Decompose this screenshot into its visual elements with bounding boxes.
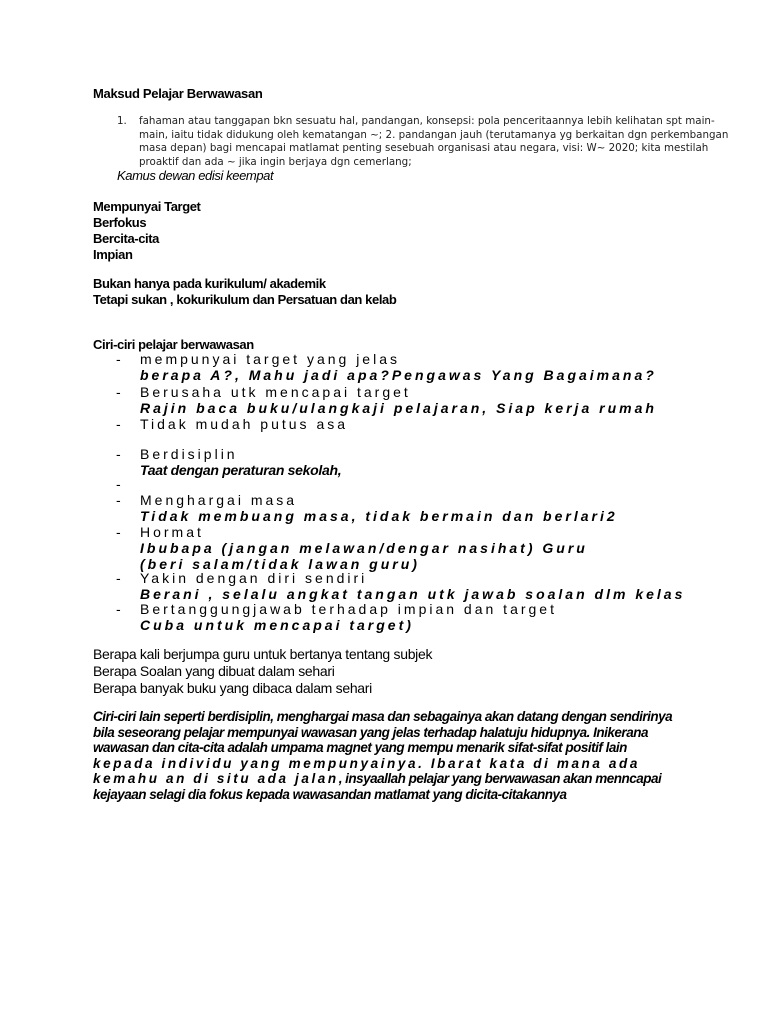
question-line: Berapa kali berjumpa guru untuk bertanya tentang subjek	[93, 646, 433, 662]
scope-line: Tetapi sukan , kokurikulum dan Persatuan dan kelab	[93, 292, 397, 307]
keyword: Berfokus	[93, 215, 147, 230]
list-item	[116, 417, 756, 447]
conclusion-part-1: Ciri-ciri lain seperti berdisiplin, menghargai masa dan sebagainya akan datang dengan sendirinya bila seseorang pelajar mempunyai wawasan yang jelas terhadap halatuju hidupnya. Inikerana wawasan dan cita-cita adalah umpama magnet yang mempu menarik sifat-sifat positif lain	[93, 709, 673, 755]
document-title: Maksud Pelajar Berwawasan	[93, 86, 263, 101]
keyword: Bercita-cita	[93, 231, 160, 246]
list-dash: -	[116, 384, 121, 400]
traits-list	[116, 352, 756, 633]
list-item	[116, 477, 756, 493]
list-item	[116, 447, 756, 477]
trait-main: Berusaha utk mencapai target	[140, 384, 411, 400]
list-item	[116, 352, 756, 385]
definition-text: fahaman atau tanggapan bkn sesuatu hal, pandangan, konsepsi: pola penceritaannya lebih kelihatan spt main-main, iaitu tidak didukung oleh kematangan ~; 2. pandangan jauh (terutamanya yg berkaitan dgn perkembangan masa depan) bagi mencapai matlamat penting sesebuah organisasi atau negara, visi: W~ 2020; kita mestilah proaktif dan ada ~ jika ingin berjaya dgn cemerlang;	[139, 115, 729, 168]
trait-sub: berapa A?, Mahu jadi apa?Pengawas Yang Bagaimana?	[140, 367, 657, 383]
list-dash: -	[116, 524, 121, 540]
traits-heading: Ciri-ciri pelajar berwawasan	[93, 337, 254, 352]
list-item	[116, 493, 756, 525]
trait-main: Menghargai masa	[140, 492, 298, 508]
list-dash: -	[116, 416, 121, 432]
definition-item	[117, 115, 737, 169]
list-item	[116, 385, 756, 417]
list-item	[116, 525, 756, 571]
list-item	[116, 571, 756, 602]
trait-sub: Cuba untuk mencapai target)	[140, 617, 414, 633]
list-dash: -	[116, 446, 121, 462]
question-line: Berapa Soalan yang dibuat dalam sehari	[93, 663, 335, 679]
trait-sub: Tidak membuang masa, tidak bermain dan berlari2	[140, 508, 618, 524]
keyword: Impian	[93, 247, 133, 262]
conclusion-paragraph	[93, 709, 693, 802]
trait-main: Berdisiplin	[140, 446, 238, 462]
list-dash: -	[116, 601, 121, 617]
trait-main: Bertanggungjawab terhadap impian dan target	[140, 601, 557, 617]
scope-list	[93, 276, 396, 308]
keyword-list	[93, 199, 201, 263]
trait-main: Tidak mudah putus asa	[140, 416, 349, 432]
list-dash: -	[116, 351, 121, 367]
trait-sub: Taat dengan peraturan sekolah,	[140, 462, 342, 478]
trait-sub: Rajin baca buku/ulangkaji pelajaran, Siap kerja rumah	[140, 400, 657, 416]
definition-source: Kamus dewan edisi keempat	[117, 168, 274, 183]
trait-main: Hormat	[140, 524, 204, 540]
conclusion-part-3: insyaallah pelajar yang berwawasan akan menncapai kejayaan selagi dia fokus kepada wawasandan matlamat yang dicita-citakannya	[93, 771, 662, 802]
keyword: Mempunyai Target	[93, 199, 201, 214]
trait-sub: Berani , selalu angkat tangan utk jawab soalan dlm kelas	[140, 586, 686, 602]
scope-line: Bukan hanya pada kurikulum/ akademik	[93, 276, 326, 291]
trait-main: Yakin dengan diri sendiri	[140, 570, 368, 586]
conclusion-part-2: kepada individu yang mempunyainya. Ibarat kata di mana ada kemahu an di situ ada jalan,	[93, 755, 640, 786]
question-line: Berapa banyak buku yang dibaca dalam sehari	[93, 680, 372, 696]
trait-main: mempunyai target yang jelas	[140, 351, 400, 367]
list-dash: -	[116, 476, 121, 492]
trait-sub: Ibubapa (jangan melawan/dengar nasihat) Guru (beri salam/tidak lawan guru)	[140, 540, 588, 572]
list-dash: -	[116, 492, 121, 508]
question-list	[93, 646, 432, 697]
list-item	[116, 602, 756, 633]
list-dash: -	[116, 570, 121, 586]
definition-number: 1.	[117, 115, 127, 127]
